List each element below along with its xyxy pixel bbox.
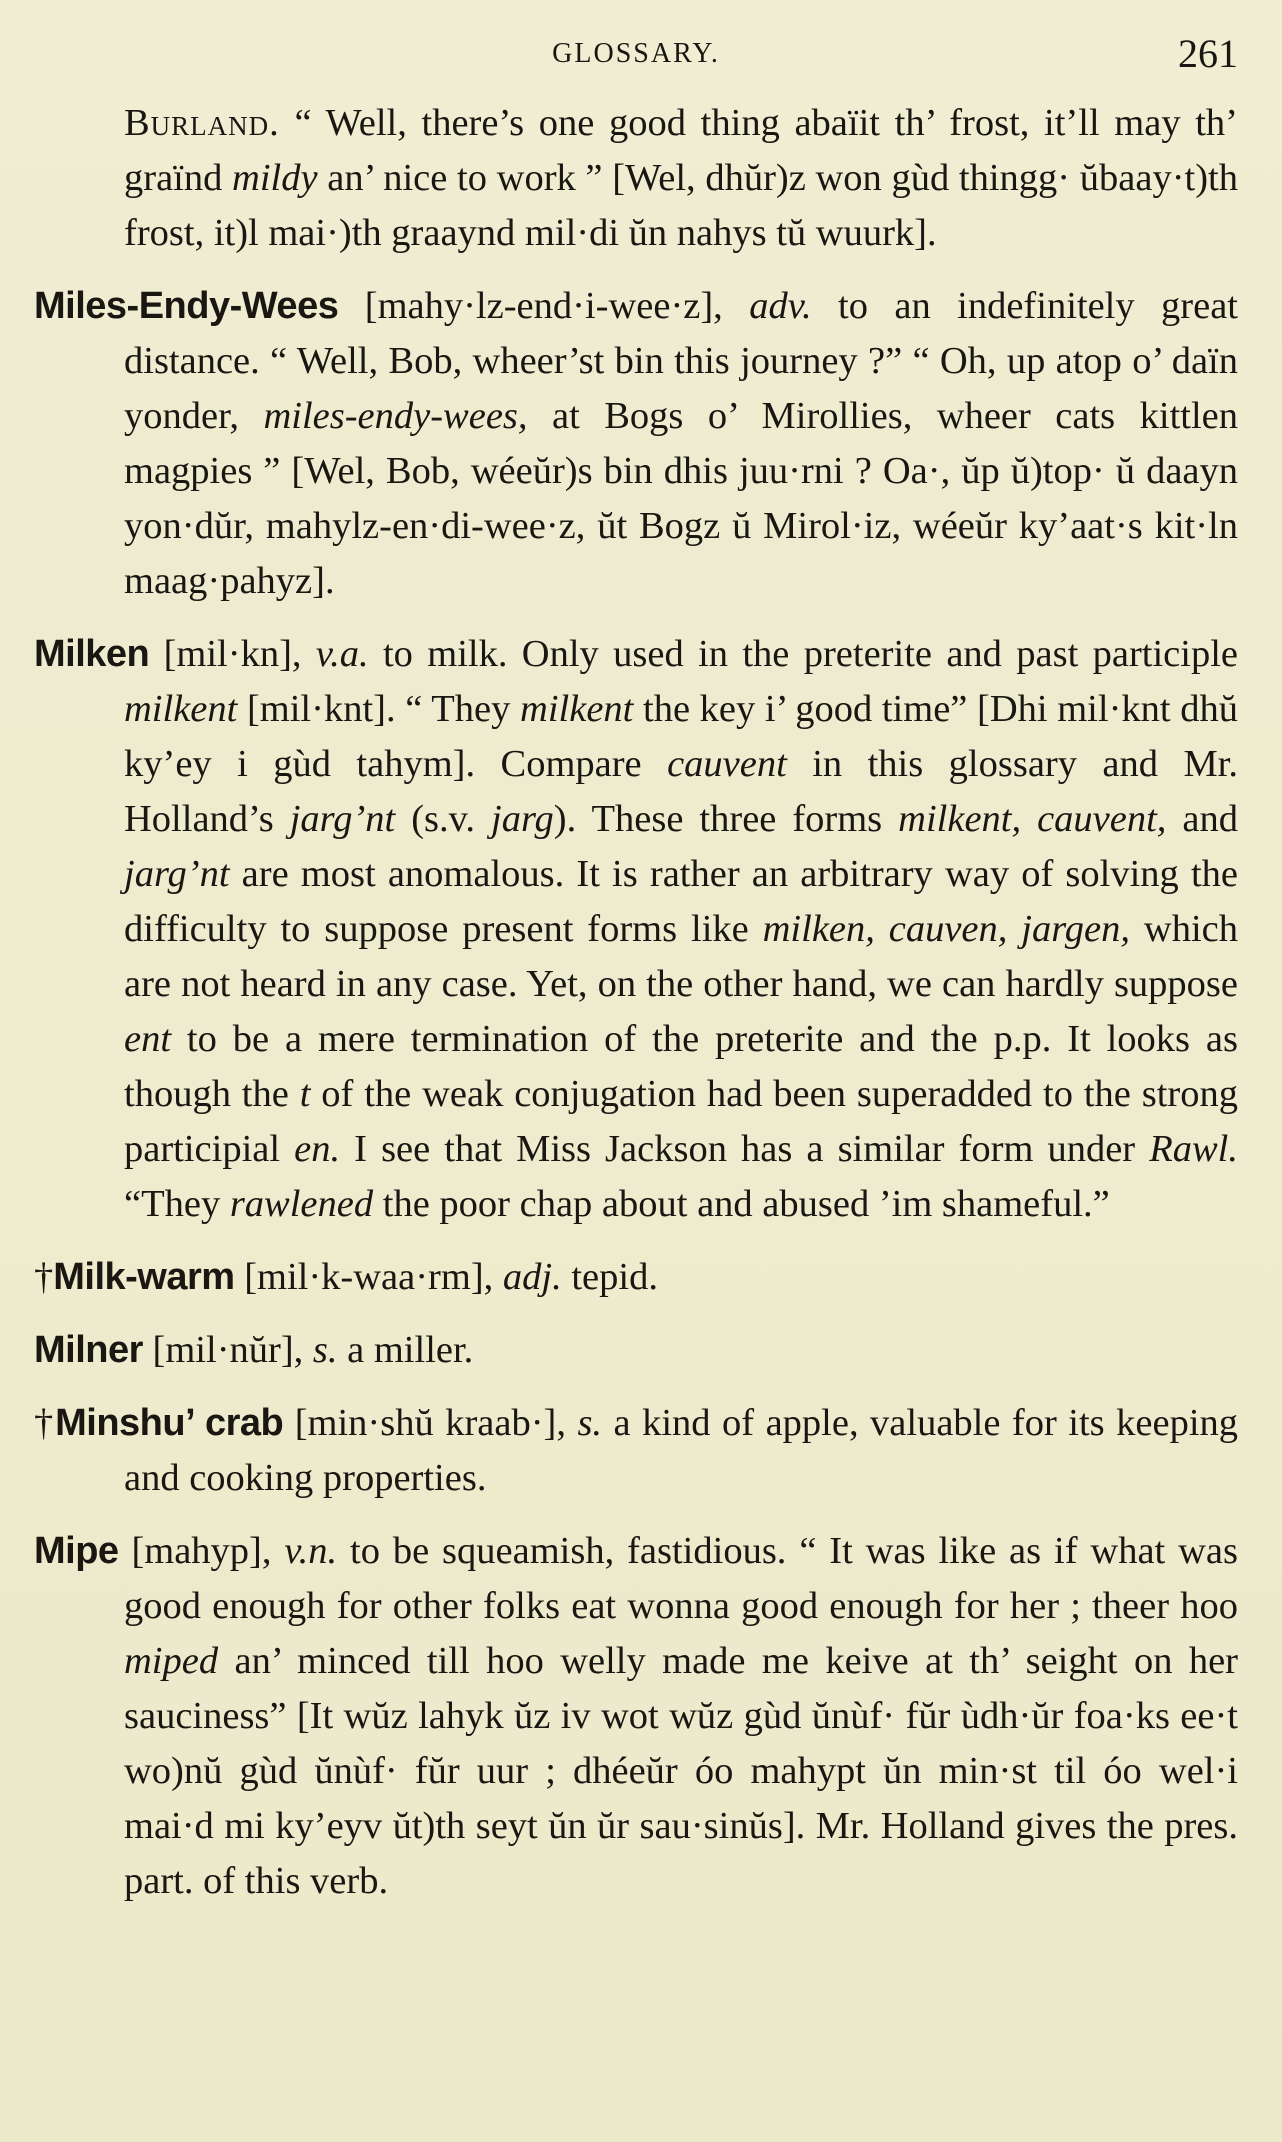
- entry-mipe: Mipe [mahyp], v.n. to be squeamish, fastidious. “ It was like as if what was good enough for other folks eat wonna good enough for her ; theer hoo miped an’ minced till hoo welly made me keive at th’ seight on her sauciness” [It wŭz lahyk ŭz iv wot wŭz gùd ŭnùf· fŭr ùdh·ŭr foa·ks ee·t wo)nŭ gùd ŭnùf· fŭr uur ; dhéeŭr óo mahypt ŭn min·st til óo wel·i mai·d mi ky’eyv ŭt)th seyt ŭn ŭr sau·sinŭs]. Mr. Holland gives the pres. part. of this verb.: [34, 1530, 1239, 1902]
- entry-minshu-crab: †Minshu’ crab [min·shŭ kraab·], s. a kind of apple, valuable for its keeping and cooking properties.: [34, 1402, 1239, 1499]
- page-number: 261: [1178, 31, 1238, 76]
- headword: Miles-Endy-Wees: [34, 285, 339, 327]
- dagger-mark: †: [34, 1256, 54, 1298]
- entry-burland-continuation: Burland. “ Well, there’s one good thing abaïit th’ frost, it’ll may th’ graïnd mildy an’ nice to work ” [Wel, dhŭr)z won gùd thingg· ŭbaay·t)th frost, it)l mai·)th graaynd mil·di ŭn nahys tŭ wuurk].: [124, 102, 1238, 254]
- headword: Milner: [34, 1329, 143, 1371]
- dagger-mark: †: [34, 1402, 56, 1444]
- running-title: GLOSSARY.: [552, 38, 720, 69]
- entry-miles-endy-wees: Miles-Endy-Wees [mahy·lz-end·i-wee·z], adv. to an indefinitely great distance. “ Well, Bob, wheer’st bin this journey ?” “ Oh, up atop o’ daïn yonder, miles-endy-wees, at Bogs o’ Mirollies, wheer cats kittlen magpies ” [Wel, Bob, wéeŭr)s bin dhis juu·rni ? Oa·, ŭp ŭ)top· ŭ daayn yon·dŭr, mahylz-en·di-wee·z, ŭt Bogz ŭ Mirol·iz, wéeŭr ky’aat·s kit·ln maag·pahyz].: [34, 285, 1238, 602]
- headword: Milken: [34, 633, 150, 675]
- headword: Milk-warm: [53, 1256, 235, 1298]
- entry-milk-warm: †Milk-warm [mil·k-waa·rm], adj. tepid.: [34, 1256, 658, 1298]
- source-name: Burland.: [124, 102, 280, 144]
- running-head: [124, 30, 1238, 82]
- entry-milner: Milner [mil·nŭr], s. a miller.: [34, 1329, 474, 1371]
- headword: Minshu’ crab: [55, 1402, 284, 1444]
- headword: Mipe: [34, 1530, 119, 1572]
- glossary-text: [34, 96, 1238, 1909]
- entry-milken: Milken [mil·kn], v.a. to milk. Only used in the preterite and past participle milkent [mil·knt]. “ They milkent the key i’ good time” [Dhi mil·knt dhŭ ky’ey i gùd tahym]. Compare cauvent in this glossary and Mr. Holland’s jarg’nt (s.v. jarg). These three forms milkent, cauvent, and jarg’nt are most anomalous. It is rather an arbitrary way of solving the difficulty to suppose present forms like milken, cauven, jargen, which are not heard in any case. Yet, on the other hand, we can hardly suppose ent to be a mere termination of the preterite and the p.p. It looks as though the t of the weak conjugation had been superadded to the strong participial en. I see that Miss Jackson has a similar form under Rawl. “They rawlened the poor chap about and abused ’im shameful.”: [34, 633, 1238, 1225]
